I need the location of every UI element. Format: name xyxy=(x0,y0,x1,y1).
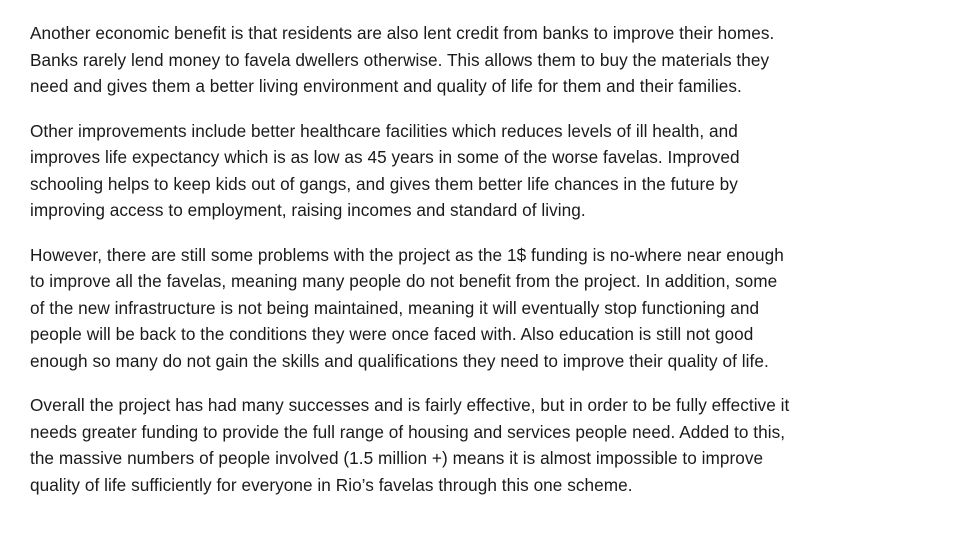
paragraph-improvements: Other improvements include better healthcare facilities which reduces levels of ill health, and improves life expectancy which is as low as 45 years in some of the worse favelas. Improved schooling helps to keep kids out of gangs, and gives them better life chances in the future by improving access to employment, raising incomes and standard of living. xyxy=(30,120,740,220)
paragraph-overall: Overall the project has had many successes and is fairly effective, but in order to be fully effective it needs greater funding to provide the full range of housing and services people need. Added to this, the massive numbers of people involved (1.5 million +) means it is almost impossible to improve quality of life sufficiently for everyone in Rio’s favelas through this one scheme. xyxy=(30,395,790,495)
paragraph-problems: However, there are still some problems with the project as the 1$ funding is no-where near enough to improve all the favelas, meaning many people do not benefit from the project. In addition, some of the new infrastructure is not being maintained, meaning it will eventually stop functioning and people will be back to the conditions they were once faced with. Also education is still not good enough so many do not gain the skills and qualifications they need to improve their quality of life. xyxy=(30,244,784,371)
paragraph-credit: Another economic benefit is that residents are also lent credit from banks to improve their homes. Banks rarely lend money to favela dwellers otherwise. This allows them to buy the materials they need and gives them a better living environment and quality of life for them and their families. xyxy=(30,23,775,96)
slide-body xyxy=(30,20,935,530)
